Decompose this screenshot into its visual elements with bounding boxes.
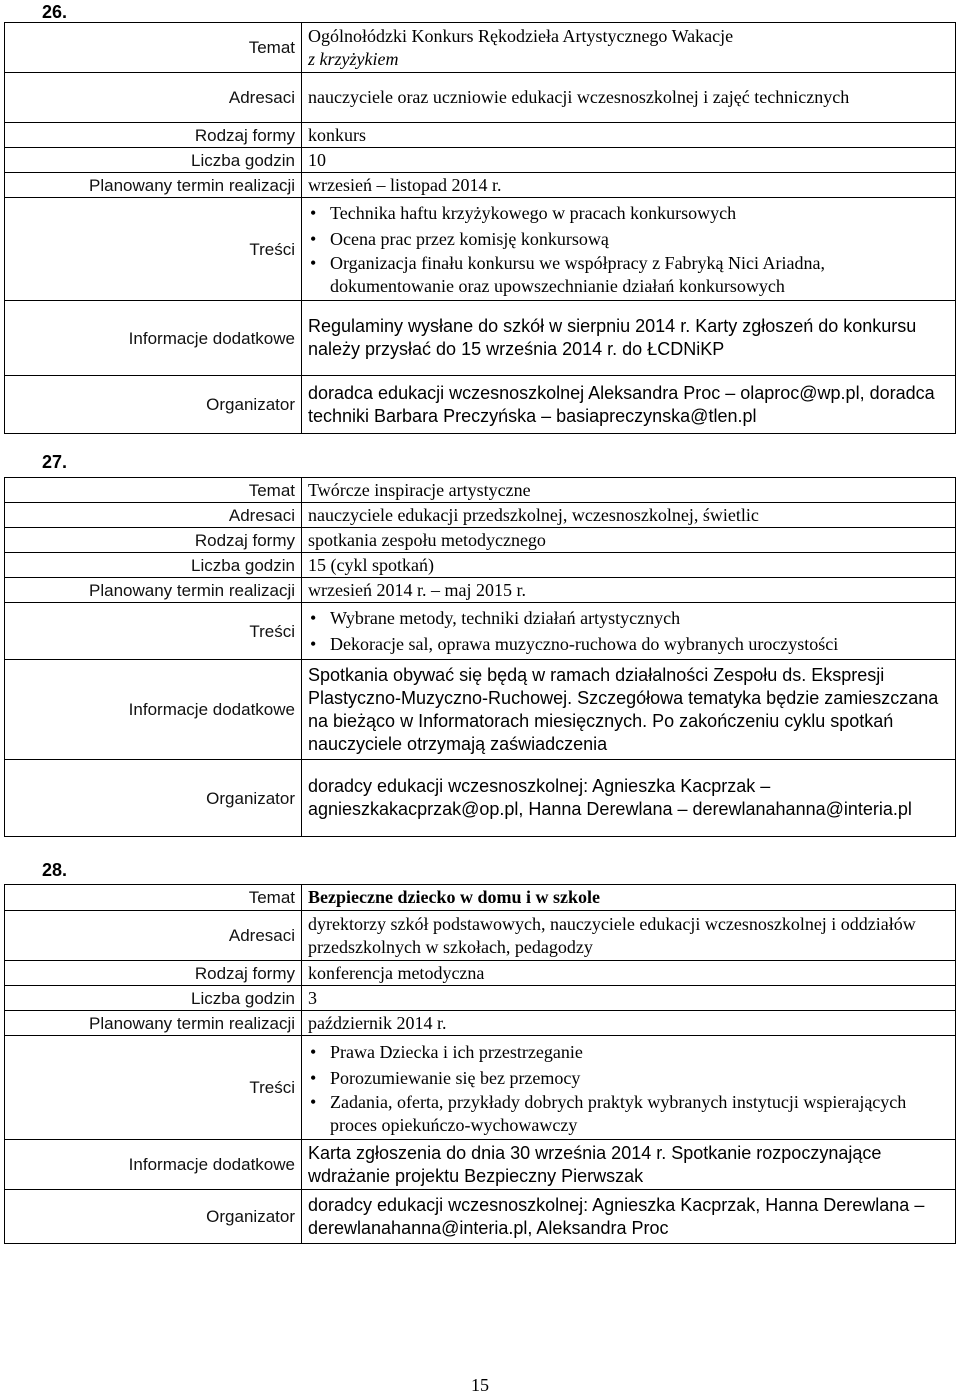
entry-number: 26. — [42, 2, 68, 22]
value-tresci — [302, 1036, 956, 1140]
value-godzin: 3 — [302, 986, 956, 1011]
topic-cell — [302, 23, 956, 73]
label-temat: Temat — [5, 478, 302, 503]
label-godzin: Liczba godzin — [5, 148, 302, 173]
value-organizator: doradcy edukacji wczesnoszkolnej: Agnieszka Kacprzak, Hanna Derewlana – derewlanahanna@interia.pl, Aleksandra Proc — [302, 1190, 956, 1244]
label-godzin: Liczba godzin — [5, 553, 302, 578]
list-item: • Technika haftu krzyżykowego w pracach konkursowych — [330, 200, 949, 226]
label-termin: Planowany termin realizacji — [5, 1011, 302, 1036]
label-adresaci: Adresaci — [5, 73, 302, 123]
label-organizator: Organizator — [5, 760, 302, 837]
entry-table — [4, 477, 956, 837]
list-item: • Prawa Dziecka i ich przestrzeganie — [330, 1039, 949, 1065]
entry-table — [4, 22, 956, 434]
label-organizator: Organizator — [5, 1190, 302, 1244]
value-rodzaj: konferencja metodyczna — [302, 961, 956, 986]
topic-cell: Bezpieczne dziecko w domu i w szkole — [302, 885, 956, 911]
list-item: • Wybrane metody, techniki działań artystycznych — [330, 605, 949, 631]
topic-cell: Twórcze inspiracje artystyczne — [302, 478, 956, 503]
value-organizator: doradcy edukacji wczesnoszkolnej: Agnieszka Kacprzak – agnieszkakacprzak@op.pl, Hanna Derewlana – derewlanahanna@interia.pl — [302, 760, 956, 837]
label-rodzaj: Rodzaj formy — [5, 123, 302, 148]
entry-table — [4, 884, 956, 1244]
label-rodzaj: Rodzaj formy — [5, 961, 302, 986]
list-item: • Zadania, oferta, przykłady dobrych praktyk wybranych instytucji wspierających proces opiekuńczo-wychowawczy — [330, 1091, 949, 1137]
label-tresci: Treści — [5, 1036, 302, 1140]
list-item: • Organizacja finału konkursu we współpracy z Fabryką Nici Ariadna, dokumentowanie oraz upowszechnianie działań konkursowych — [330, 252, 949, 298]
list-item: • Porozumiewanie się bez przemocy — [330, 1065, 949, 1091]
list-item: • Ocena prac przez komisję konkursową — [330, 226, 949, 252]
value-termin: wrzesień – listopad 2014 r. — [302, 173, 956, 198]
value-info: Regulaminy wysłane do szkół w sierpniu 2014 r. Karty zgłoszeń do konkursu należy przysłać do 15 września 2014 r. do ŁCDNiKP — [302, 301, 956, 376]
page-number: 15 — [471, 1375, 489, 1395]
value-tresci — [302, 198, 956, 301]
label-temat: Temat — [5, 885, 302, 911]
value-rodzaj: spotkania zespołu metodycznego — [302, 528, 956, 553]
value-info: Karta zgłoszenia do dnia 30 września 2014 r. Spotkanie rozpoczynające wdrażanie projektu Bezpieczny Pierwszak — [302, 1140, 956, 1190]
value-godzin: 10 — [302, 148, 956, 173]
label-adresaci: Adresaci — [5, 911, 302, 961]
topic-line-2: z krzyżykiem — [308, 48, 399, 69]
value-organizator: doradca edukacji wczesnoszkolnej Aleksandra Proc – olaproc@wp.pl, doradca techniki Barbara Preczyńska – basiapreczynska@tlen.pl — [302, 376, 956, 434]
label-adresaci: Adresaci — [5, 503, 302, 528]
label-tresci: Treści — [5, 198, 302, 301]
topic-line-1: Ogólnołódzki Konkurs Rękodzieła Artystycznego Wakacje — [308, 25, 734, 46]
value-adresaci: dyrektorzy szkół podstawowych, nauczyciele edukacji wczesnoszkolnej i oddziałów przedszkolnych w szkołach, pedagodzy — [302, 911, 956, 961]
list-item: • Dekoracje sal, oprawa muzyczno-ruchowa do wybranych uroczystości — [330, 631, 949, 657]
label-info: Informacje dodatkowe — [5, 301, 302, 376]
label-info: Informacje dodatkowe — [5, 660, 302, 760]
label-info: Informacje dodatkowe — [5, 1140, 302, 1190]
value-tresci — [302, 603, 956, 660]
value-info: Spotkania obywać się będą w ramach działalności Zespołu ds. Ekspresji Plastyczno-Muzyczno-Ruchowej. Szczegółowa tematyka będzie zamieszczana na bieżąco w Informatorach miesięcznych. Po zakończeniu cyklu spotkań nauczyciele otrzymają zaświadczenia — [302, 660, 956, 760]
value-adresaci: nauczyciele oraz uczniowie edukacji wczesnoszkolnej i zajęć technicznych — [302, 73, 956, 123]
value-godzin: 15 (cykl spotkań) — [302, 553, 956, 578]
value-termin: październik 2014 r. — [302, 1011, 956, 1036]
tresci-list — [308, 200, 949, 298]
entry-number: 28. — [42, 860, 68, 880]
label-termin: Planowany termin realizacji — [5, 578, 302, 603]
value-termin: wrzesień 2014 r. – maj 2015 r. — [302, 578, 956, 603]
label-temat: Temat — [5, 23, 302, 73]
value-rodzaj: konkurs — [302, 123, 956, 148]
label-organizator: Organizator — [5, 376, 302, 434]
tresci-list — [308, 605, 949, 657]
label-termin: Planowany termin realizacji — [5, 173, 302, 198]
label-tresci: Treści — [5, 603, 302, 660]
entry-number: 27. — [42, 452, 68, 472]
value-adresaci: nauczyciele edukacji przedszkolnej, wczesnoszkolnej, świetlic — [302, 503, 956, 528]
label-rodzaj: Rodzaj formy — [5, 528, 302, 553]
label-godzin: Liczba godzin — [5, 986, 302, 1011]
tresci-list — [308, 1039, 949, 1137]
